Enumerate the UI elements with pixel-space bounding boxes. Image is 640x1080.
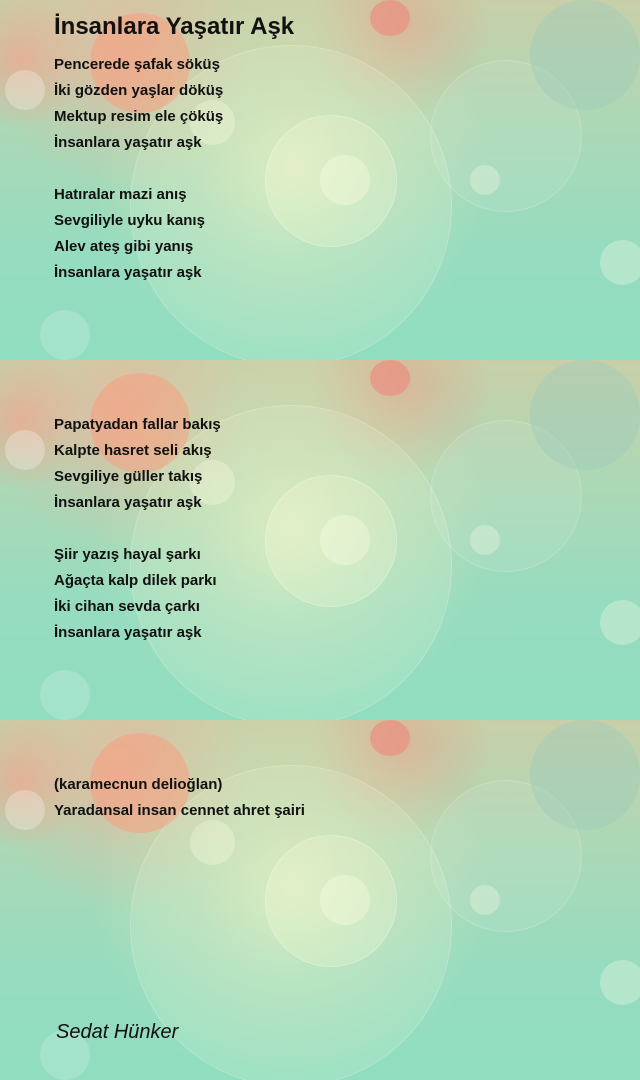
bokeh-light xyxy=(320,875,370,925)
poem-line: Yaradansal insan cennet ahret şairi xyxy=(54,802,305,819)
poem-line: Hatıralar mazi anış xyxy=(54,186,187,203)
bokeh-light xyxy=(470,885,500,915)
bokeh-light xyxy=(265,835,397,967)
poem-line: İki gözden yaşlar döküş xyxy=(54,82,224,99)
bokeh-light xyxy=(5,790,45,830)
bokeh-light xyxy=(370,720,410,756)
poem-line: Alev ateş gibi yanış xyxy=(54,238,194,255)
poem-line: Şiir yazış hayal şarkı xyxy=(54,546,201,563)
bokeh-light xyxy=(5,70,45,110)
bokeh-light xyxy=(530,0,640,110)
bokeh-light xyxy=(430,60,582,212)
poem-line: Sevgiliyle uyku kanış xyxy=(54,212,205,229)
stanza-3 xyxy=(54,412,221,516)
bokeh-light xyxy=(470,525,500,555)
bokeh-light xyxy=(370,0,410,36)
stanza-5 xyxy=(54,772,305,824)
bokeh-light xyxy=(5,430,45,470)
bokeh-light xyxy=(600,240,640,285)
bokeh-light xyxy=(370,360,410,396)
bokeh-light xyxy=(600,960,640,1005)
stanza-1 xyxy=(54,52,223,156)
poem-line: Mektup resim ele çöküş xyxy=(54,108,224,125)
poem-line: İnsanlara yaşatır aşk xyxy=(54,624,202,641)
poem-line: İnsanlara yaşatır aşk xyxy=(54,494,202,511)
bokeh-light xyxy=(430,420,582,572)
bokeh-light xyxy=(265,115,397,247)
bokeh-light xyxy=(190,820,235,865)
poem-line: (karamecnun delioğlan) xyxy=(54,776,223,793)
poem-line: Pencerede şafak söküş xyxy=(54,56,220,73)
bokeh-light xyxy=(530,720,640,830)
poem-line: Ağaçta kalp dilek parkı xyxy=(54,572,217,589)
bokeh-light xyxy=(320,515,370,565)
poem-line: İnsanlara yaşatır aşk xyxy=(54,134,202,151)
poem-line: İnsanlara yaşatır aşk xyxy=(54,264,202,281)
poem-panel-2 xyxy=(0,360,640,720)
poem-line: Kalpte hasret seli akış xyxy=(54,442,212,459)
poem-panel-3 xyxy=(0,720,640,1080)
bokeh-light xyxy=(40,670,90,720)
bokeh-light xyxy=(265,475,397,607)
bokeh-light xyxy=(430,780,582,932)
stanza-4 xyxy=(54,542,217,646)
poem-line: İki cihan sevda çarkı xyxy=(54,598,200,615)
bokeh-light xyxy=(530,360,640,470)
bokeh-light xyxy=(320,155,370,205)
poem-title: İnsanlara Yaşatır Aşk xyxy=(54,13,295,40)
bokeh-light xyxy=(40,310,90,360)
poem-panel-1 xyxy=(0,0,640,360)
poem-line: Sevgiliye güller takış xyxy=(54,468,203,485)
author-name: Sedat Hünker xyxy=(56,1021,179,1043)
stanza-2 xyxy=(54,182,205,286)
bokeh-light xyxy=(470,165,500,195)
poem-line: Papatyadan fallar bakış xyxy=(54,416,221,433)
bokeh-light xyxy=(600,600,640,645)
